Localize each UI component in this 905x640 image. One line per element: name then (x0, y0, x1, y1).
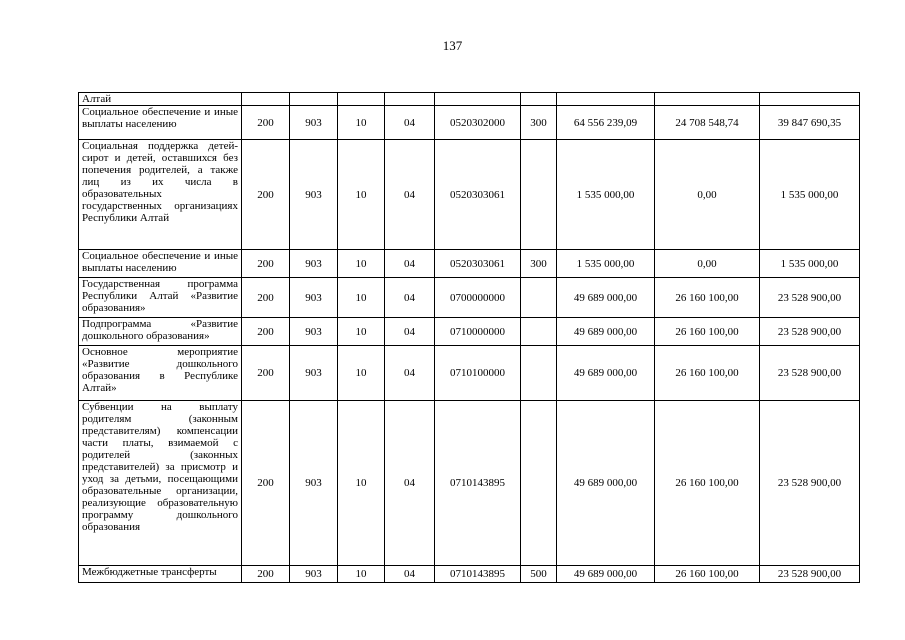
cell-ved: 903 (290, 346, 338, 401)
cell-gr: 200 (242, 140, 290, 250)
cell-csr: 0520303061 (435, 140, 521, 250)
table-row (79, 106, 860, 140)
cell-rz: 10 (338, 566, 385, 583)
cell-gr: 200 (242, 106, 290, 140)
cell-vr: 300 (521, 106, 557, 140)
cell-rz: 10 (338, 401, 385, 566)
cell-rz: 10 (338, 278, 385, 318)
cell-vr: 500 (521, 566, 557, 583)
cell-rz: 10 (338, 318, 385, 346)
cell-csr (435, 93, 521, 106)
cell-gr: 200 (242, 401, 290, 566)
cell-vr: 300 (521, 250, 557, 278)
cell-rz: 10 (338, 140, 385, 250)
cell-ved: 903 (290, 140, 338, 250)
cell-sum-3: 1 535 000,00 (760, 140, 860, 250)
cell-gr: 200 (242, 346, 290, 401)
table-row (79, 278, 860, 318)
cell-ved: 903 (290, 566, 338, 583)
cell-sum-3: 1 535 000,00 (760, 250, 860, 278)
cell-pr: 04 (385, 401, 435, 566)
cell-csr: 0520303061 (435, 250, 521, 278)
cell-csr: 0700000000 (435, 278, 521, 318)
row-name: Межбюджетные трансферты (79, 566, 242, 583)
table-row (79, 140, 860, 250)
cell-pr (385, 93, 435, 106)
cell-csr: 0710143895 (435, 566, 521, 583)
cell-pr: 04 (385, 106, 435, 140)
cell-vr (521, 318, 557, 346)
table-row (79, 346, 860, 401)
cell-ved: 903 (290, 106, 338, 140)
cell-sum-3: 23 528 900,00 (760, 318, 860, 346)
row-name: Алтай (79, 93, 242, 106)
cell-sum-1 (557, 93, 655, 106)
cell-vr (521, 346, 557, 401)
cell-gr: 200 (242, 318, 290, 346)
table-row (79, 401, 860, 566)
cell-sum-1: 49 689 000,00 (557, 566, 655, 583)
cell-sum-2: 26 160 100,00 (655, 278, 760, 318)
cell-sum-1: 49 689 000,00 (557, 401, 655, 566)
cell-ved: 903 (290, 250, 338, 278)
cell-sum-2: 26 160 100,00 (655, 346, 760, 401)
cell-sum-1: 49 689 000,00 (557, 278, 655, 318)
cell-pr: 04 (385, 250, 435, 278)
cell-ved (290, 93, 338, 106)
cell-sum-3: 23 528 900,00 (760, 278, 860, 318)
row-name: Государственная программа Республики Алтай «Развитие образования» (79, 278, 242, 318)
row-name: Социальное обеспечение и иные выплаты населению (79, 250, 242, 278)
cell-rz (338, 93, 385, 106)
cell-pr: 04 (385, 346, 435, 401)
cell-gr: 200 (242, 278, 290, 318)
cell-sum-2: 0,00 (655, 140, 760, 250)
table-row (79, 318, 860, 346)
cell-ved: 903 (290, 318, 338, 346)
cell-sum-1: 64 556 239,09 (557, 106, 655, 140)
table-row (79, 93, 860, 106)
cell-sum-1: 49 689 000,00 (557, 318, 655, 346)
cell-ved: 903 (290, 401, 338, 566)
cell-gr (242, 93, 290, 106)
cell-sum-1: 1 535 000,00 (557, 140, 655, 250)
cell-sum-1: 49 689 000,00 (557, 346, 655, 401)
cell-sum-1: 1 535 000,00 (557, 250, 655, 278)
row-name: Подпрограмма «Развитие дошкольного образования» (79, 318, 242, 346)
cell-pr: 04 (385, 140, 435, 250)
cell-sum-2: 24 708 548,74 (655, 106, 760, 140)
table-row (79, 250, 860, 278)
cell-sum-3 (760, 93, 860, 106)
row-name: Субвенции на выплату родителям (законным представителям) компенсации части платы, взимаемой с родителей (законных представителей) за присмотр и уход за детьми, посещающими образовательные организации, реализующие образовательную программу дошкольного образования (79, 401, 242, 566)
cell-vr (521, 401, 557, 566)
cell-sum-2 (655, 93, 760, 106)
cell-sum-2: 26 160 100,00 (655, 401, 760, 566)
cell-vr (521, 93, 557, 106)
cell-sum-3: 23 528 900,00 (760, 401, 860, 566)
cell-sum-3: 23 528 900,00 (760, 566, 860, 583)
cell-sum-3: 39 847 690,35 (760, 106, 860, 140)
cell-sum-3: 23 528 900,00 (760, 346, 860, 401)
cell-rz: 10 (338, 106, 385, 140)
row-name: Основное мероприятие «Развитие дошкольного образования в Республике Алтай» (79, 346, 242, 401)
cell-vr (521, 278, 557, 318)
row-name: Социальное обеспечение и иные выплаты населению (79, 106, 242, 140)
table-row (79, 566, 860, 583)
page-number: 137 (442, 38, 463, 53)
cell-pr: 04 (385, 566, 435, 583)
cell-rz: 10 (338, 250, 385, 278)
row-name: Социальная поддержка детей-сирот и детей, оставшихся без попечения родителей, а также лиц из их числа в образовательных государственных организациях Республики Алтай (79, 140, 242, 250)
budget-table (78, 92, 860, 583)
cell-pr: 04 (385, 318, 435, 346)
cell-ved: 903 (290, 278, 338, 318)
cell-csr: 0710100000 (435, 346, 521, 401)
cell-rz: 10 (338, 346, 385, 401)
cell-csr: 0520302000 (435, 106, 521, 140)
cell-gr: 200 (242, 566, 290, 583)
cell-vr (521, 140, 557, 250)
cell-csr: 0710143895 (435, 401, 521, 566)
cell-gr: 200 (242, 250, 290, 278)
cell-pr: 04 (385, 278, 435, 318)
cell-sum-2: 0,00 (655, 250, 760, 278)
cell-sum-2: 26 160 100,00 (655, 566, 760, 583)
cell-csr: 0710000000 (435, 318, 521, 346)
cell-sum-2: 26 160 100,00 (655, 318, 760, 346)
